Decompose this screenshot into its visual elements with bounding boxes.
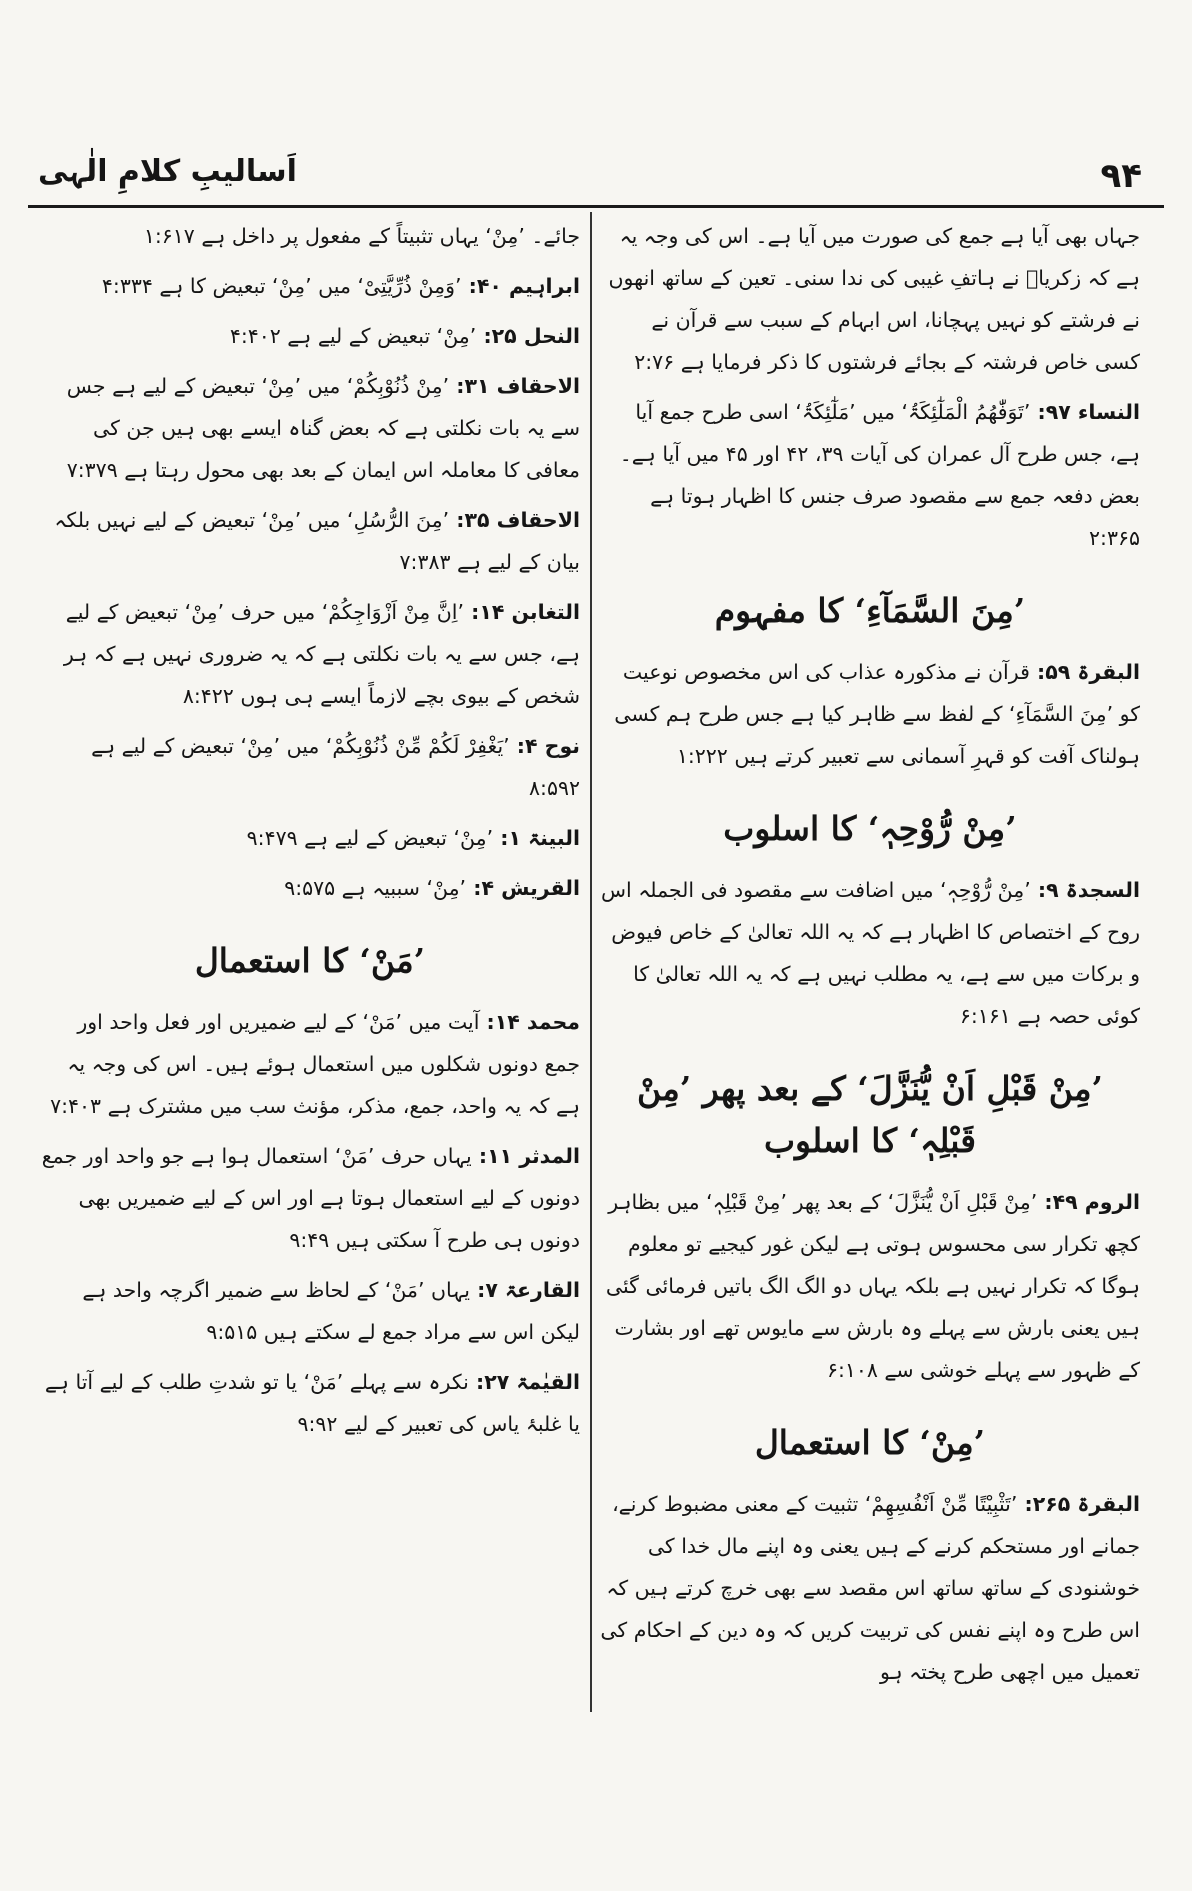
right-column	[600, 215, 1140, 1701]
entry-paragraph	[600, 215, 1140, 383]
verse-reference: النحل ۲۵:	[476, 324, 580, 348]
entry-text: یہاں حرف ’مَنْ‘ استعمال ہوا ہے جو واحد اور جمع دونوں کے لیے استعمال ہوتا ہے اور اس کے لیے ضمیریں بھی دونوں ہی طرح آ سکتی ہیں ۹:۴۹	[41, 1144, 580, 1252]
verse-reference: البقرۃ ۵۹:	[1029, 660, 1140, 684]
verse-reference: المدثر ۱۱:	[471, 1144, 580, 1168]
entry-text: ’مِنْ‘ تبعیض کے لیے ہے ۹:۴۷۹	[246, 826, 494, 850]
entry-text: ’یَغْفِرْ لَکُمْ مِّنْ ذُنُوْبِکُمْ‘ میں ’مِنْ‘ تبعیض کے لیے ہے ۸:۵۹۲	[91, 734, 580, 800]
entry-paragraph	[40, 591, 580, 717]
entry-text: ’تَثْبِیْتًا مِّنْ اَنْفُسِھِمْ‘ تثبیت کے معنی مضبوط کرنے، جمانے اور مستحکم کرنے کے ہیں یعنی وہ اپنے مال خدا کی خوشنودی کے ساتھ ساتھ اس مقصد سے بھی خرچ کرتے ہیں کہ اس طرح وہ اپنے نفس کی تربیت کریں کہ وہ دین کے احکام کی تعمیل میں اچھی طرح پختہ ہو	[600, 1492, 1140, 1684]
verse-reference: البقرۃ ۲۶۵:	[1017, 1492, 1140, 1516]
entry-text: ’مِنْ‘ سببیہ ہے ۹:۵۷۵	[284, 876, 467, 900]
entry-paragraph	[600, 391, 1140, 559]
verse-reference: السجدۃ ۹:	[1030, 878, 1140, 902]
verse-reference: نوح ۴:	[509, 734, 580, 758]
entry-text: نکرہ سے پہلے ’مَنْ‘ یا تو شدتِ طلب کے لیے آتا ہے یا غلبۂ یاس کی تعبیر کے لیے ۹:۹۲	[44, 1370, 580, 1436]
entry-paragraph	[600, 869, 1140, 1037]
entry-paragraph	[40, 315, 580, 357]
verse-reference: القیٰمۃ ۲۷:	[468, 1370, 580, 1394]
entry-paragraph	[600, 1181, 1140, 1391]
entry-text: ’مِنْ رُّوْحِہٖ‘ میں اضافت سے مقصود فی الجملہ اس روح کے اختصاص کا اظہار ہے کہ یہ اللہ تعالیٰ کے خاص فیوض و برکات میں سے ہے، یہ مطلب نہیں ہے کہ یہ اللہ تعالیٰ کا کوئی حصہ ہے ۶:۱۶۱	[601, 878, 1140, 1028]
entry-paragraph	[40, 215, 580, 257]
entry-text: ’مِنْ ذُنُوْبِکُمْ‘ میں ’مِنْ‘ تبعیض کے لیے ہے جس سے یہ بات نکلتی ہے کہ بعض گناہ ایسے بھی ہیں جن کی معافی کا معاملہ اس ایمان کے بعد بھی محول رہتا ہے ۷:۳۷۹	[66, 374, 580, 482]
verse-reference: ابراہیم ۴۰:	[461, 274, 580, 298]
section-heading: ’مِنْ قَبْلِ اَنْ یُّنَزَّلَ‘ کے بعد پھر ’مِنْ قَبْلِہٖ‘ کا اسلوب	[636, 1069, 1103, 1160]
entry-text: قرآن نے مذکورہ عذاب کی اس مخصوص نوعیت کو ’مِنَ السَّمَآءِ‘ کے لفظ سے ظاہر کیا ہے جس طرح ہم کسی ہولناک آفت کو قہرِ آسمانی سے تعبیر کرتے ہیں ۱:۲۲۲	[614, 660, 1140, 768]
entry-paragraph	[40, 265, 580, 307]
left-column	[40, 215, 580, 1453]
page-header	[28, 150, 1164, 202]
verse-reference: الاحقاف ۳۵:	[449, 508, 580, 532]
verse-reference: الاحقاف ۳۱:	[449, 374, 580, 398]
entry-paragraph	[40, 867, 580, 909]
entry-paragraph	[40, 499, 580, 583]
entry-text: ’تَوَفّٰھُمُ الْمَلٰٓئِکَۃُ‘ میں ’مَلٰٓئِکَۃُ‘ اسی طرح جمع آیا ہے، جس طرح آل عمران کی آیات ۳۹، ۴۲ اور ۴۵ میں آیا ہے۔ بعض دفعہ جمع سے مقصود صرف جنس کا اظہار ہوتا ہے ۲:۳۶۵	[619, 400, 1140, 550]
section-heading: ’مِنْ رُّوْحِہٖ‘ کا اسلوب	[723, 809, 1017, 848]
entry-text: یہاں ’مَنْ‘ کے لحاظ سے ضمیر اگرچہ واحد ہے لیکن اس سے مراد جمع لے سکتے ہیں ۹:۵۱۵	[82, 1278, 580, 1344]
entry-paragraph	[40, 1001, 580, 1127]
entry-paragraph	[600, 1483, 1140, 1693]
section-heading: ’مَنْ‘ کا استعمال	[194, 941, 426, 980]
entry-text: جائے۔ ’مِنْ‘ یہاں تثبیتاً کے مفعول پر داخل ہے ۱:۶۱۷	[143, 224, 580, 248]
verse-reference: البینۃ ۱:	[493, 826, 580, 850]
page-number: ۹۴	[1100, 156, 1142, 196]
entry-text: آیت میں ’مَنْ‘ کے لیے ضمیریں اور فعل واحد اور جمع دونوں شکلوں میں استعمال ہوئے ہیں۔ اس کی وجہ یہ ہے کہ یہ واحد، جمع، مذکر، مؤنث سب میں مشترک ہے ۷:۴۰۳	[50, 1010, 580, 1118]
column-divider	[590, 212, 592, 1712]
section-heading: ’مِنْ‘ کا استعمال	[754, 1423, 986, 1462]
section-heading: ’مِنَ السَّمَآءِ‘ کا مفہوم	[714, 591, 1026, 630]
entry-paragraph	[40, 365, 580, 491]
verse-reference: النساء ۹۷:	[1030, 400, 1140, 424]
entry-paragraph	[40, 1361, 580, 1445]
entry-text: ’اِنَّ مِنْ اَزْوَاجِکُمْ‘ میں حرف ’مِنْ‘ تبعیض کے لیے ہے، جس سے یہ بات نکلتی ہے کہ یہ ضروری نہیں ہے کہ ہر شخص کے بیوی بچے لازماً ایسے ہی ہوں ۸:۴۲۲	[63, 600, 580, 708]
entry-paragraph	[40, 1135, 580, 1261]
verse-reference: محمد ۱۴:	[479, 1010, 580, 1034]
entry-text: ’مِنَ الرُّسُلِ‘ میں ’مِنْ‘ تبعیض کے لیے نہیں بلکہ بیان کے لیے ہے ۷:۳۸۳	[54, 508, 580, 574]
entry-text: ’وَمِنْ ذُرِّیَّتِیْ‘ میں ’مِنْ‘ تبعیض کا ہے ۴:۳۳۴	[101, 274, 462, 298]
entry-paragraph	[40, 1269, 580, 1353]
entry-text: جہاں بھی آیا ہے جمع کی صورت میں آیا ہے۔ اس کی وجہ یہ ہے کہ زکریاؑ نے ہاتفِ غیبی کی ندا سنی۔ تعین کے ساتھ انھوں نے فرشتے کو نہیں پہچانا، اس ابہام کے سبب سے قرآن نے کسی خاص فرشتہ کے بجائے فرشتوں کا ذکر فرمایا ہے ۲:۷۶	[608, 224, 1140, 374]
entry-paragraph	[600, 651, 1140, 777]
entry-paragraph	[40, 817, 580, 859]
verse-reference: القریش ۴:	[466, 876, 580, 900]
verse-reference: القارعۃ ۷:	[470, 1278, 580, 1302]
book-title: اَسالیبِ کلامِ الٰہی	[38, 154, 297, 189]
entry-paragraph	[40, 725, 580, 809]
header-divider	[28, 205, 1164, 208]
verse-reference: الروم ۴۹:	[1037, 1190, 1140, 1214]
entry-text: ’مِنْ‘ تبعیض کے لیے ہے ۴:۴۰۲	[229, 324, 477, 348]
entry-text: ’مِنْ قَبْلِ اَنْ یُّنَزَّلَ‘ کے بعد پھر ’مِنْ قَبْلِہٖ‘ میں بظاہر کچھ تکرار سی محسوس ہوتی ہے لیکن غور کیجیے تو معلوم ہوگا کہ تکرار نہیں ہے بلکہ یہاں دو الگ الگ باتیں فرمائی گئی ہیں یعنی بارش سے پہلے وہ بارش سے مایوس تھے اور بشارت کے ظہور سے پہلے خوشی سے ۶:۱۰۸	[605, 1190, 1140, 1382]
verse-reference: التغابن ۱۴:	[463, 600, 580, 624]
